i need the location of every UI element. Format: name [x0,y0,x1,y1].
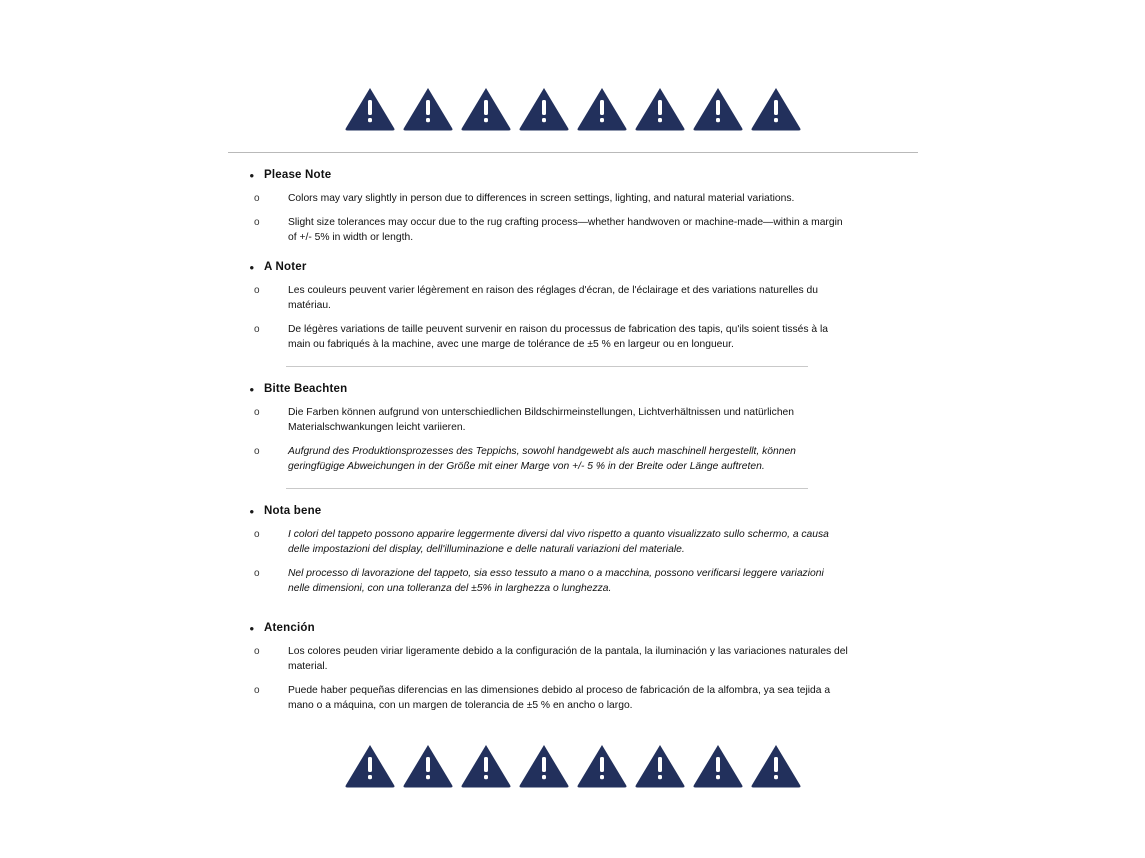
warning-triangle-icon [576,743,628,789]
section-heading-row [228,259,918,276]
section-bitte-beachten [228,381,918,474]
list-item-text: I colori del tappeto possono apparire leggermente diversi dal vivo rispetto a quanto visualizzato sullo schermo, a causa delle impostazioni del display, dell'illuminazione e delle naturali variazioni del materiale. [288,529,829,555]
sub-bullet-marker: o [254,685,260,696]
list-item [228,215,918,245]
section-title: Bitte Beachten [264,383,348,395]
warning-triangle-icon [518,86,570,132]
warning-triangle-icon [460,86,512,132]
bullet-marker: • [249,504,254,519]
list-item-text: Los colores peuden viriar ligeramente debido a la configuración de la pantala, la iluminación y las variaciones naturales del material. [288,646,848,672]
warning-icon-strip-bottom [344,739,802,789]
section-title: Please Note [264,169,332,181]
section-items [228,644,918,713]
bullet-marker: • [249,168,254,183]
warning-triangle-icon [692,743,744,789]
sub-bullet-marker: o [254,193,260,204]
warning-triangle-icon [634,743,686,789]
warning-triangle-icon [402,743,454,789]
warning-triangle-icon [750,86,802,132]
document-content [228,86,918,789]
sub-bullet-marker: o [254,407,260,418]
warning-triangle-icon [518,743,570,789]
section-items [228,283,918,352]
bullet-marker: • [249,260,254,275]
warning-triangle-icon [576,86,628,132]
list-item [228,191,918,206]
section-heading-row [228,620,918,637]
divider-section [286,366,808,367]
section-nota-bene [228,503,918,596]
section-please-note [228,167,918,245]
list-item [228,644,918,674]
bullet-marker: • [249,382,254,397]
list-item-text: Puede haber pequeñas diferencias en las dimensiones debido al proceso de fabricación de la alfombra, ya sea tejida a mano o a máquina, con un margen de tolerancia de ±5 % en ancho o largo. [288,685,831,711]
warning-triangle-icon [344,86,396,132]
warning-triangle-icon [344,743,396,789]
sub-bullet-marker: o [254,646,260,657]
section-items [228,405,918,474]
sub-bullet-marker: o [254,324,260,335]
warning-icon-strip-top [344,86,802,140]
section-title: Atención [264,622,315,634]
list-item-text: Aufgrund des Produktionsprozesses des Teppichs, sowohl handgewebt als auch maschinell hergestellt, können geringfügige Abweichungen in der Größe mit einer Marge von +/- 5 % in der Breite oder Länge auftreten. [288,446,796,472]
list-item [228,566,918,596]
list-item [228,527,918,557]
warning-triangle-icon [692,86,744,132]
warning-triangle-icon [460,743,512,789]
list-item [228,683,918,713]
section-heading-row [228,503,918,520]
list-item [228,444,918,474]
section-atencion [228,620,918,713]
section-a-noter [228,259,918,352]
list-item-text: Die Farben können aufgrund von unterschiedlichen Bildschirmeinstellungen, Lichtverhältnissen und natürlichen Materialschwankungen leicht variieren. [288,407,795,433]
bullet-marker: • [249,621,254,636]
list-item [228,283,918,313]
list-item-text: Slight size tolerances may occur due to the rug crafting process—whether handwoven or machine-made—within a margin of +/- 5% in width or length. [288,217,843,243]
section-title: A Noter [264,261,307,273]
warning-triangle-icon [402,86,454,132]
list-item-text: Les couleurs peuvent varier légèrement en raison des réglages d'écran, de l'éclairage et des variations naturelles du matériau. [288,285,818,311]
sub-bullet-marker: o [254,446,260,457]
list-item-text: De légères variations de taille peuvent survenir en raison du processus de fabrication des tapis, qu'ils soient tissés à la main ou fabriqués à la machine, avec une marge de tolérance de ±5 % en largeur ou en longueur. [288,324,828,350]
warning-triangle-icon [634,86,686,132]
list-item [228,405,918,435]
divider-top [228,152,918,153]
section-heading-row [228,381,918,398]
list-item-text: Colors may vary slightly in person due to differences in screen settings, lighting, and natural material variations. [288,193,795,204]
sub-bullet-marker: o [254,285,260,296]
warning-triangle-icon [750,743,802,789]
list-item-text: Nel processo di lavorazione del tappeto, sia esso tessuto a mano o a macchina, possono verificarsi leggere variazioni nelle dimensioni, con una tolleranza del ±5% in larghezza o lunghezza. [288,568,824,594]
divider-section [286,488,808,489]
sub-bullet-marker: o [254,217,260,228]
section-items [228,527,918,596]
sub-bullet-marker: o [254,568,260,579]
section-title: Nota bene [264,505,322,517]
section-heading-row [228,167,918,184]
section-items [228,191,918,245]
sub-bullet-marker: o [254,529,260,540]
list-item [228,322,918,352]
